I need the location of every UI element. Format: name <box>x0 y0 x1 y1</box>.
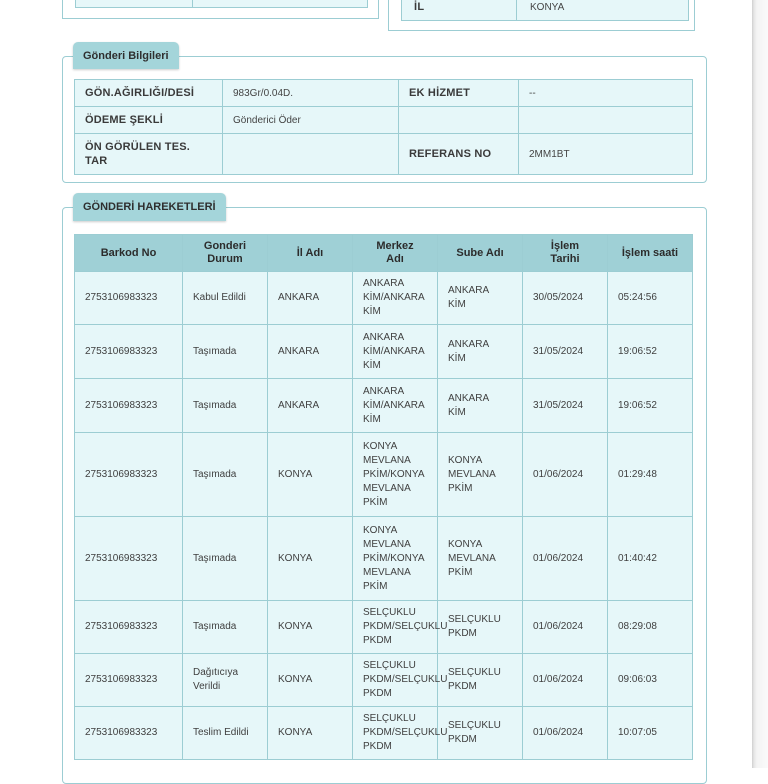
center-text: KONYA MEVLANA PKİM/KONYA MEVLANA PKİM <box>363 440 424 508</box>
expected-date-value <box>223 134 399 175</box>
center-cell <box>353 272 438 325</box>
barcode-cell: 2753106983323 <box>75 272 183 325</box>
table-row <box>75 433 693 517</box>
top-left-row <box>75 0 368 8</box>
center-text: SELÇUKLU PKDM/SELÇUKLU PKDM <box>363 607 448 646</box>
branch-text: KONYA MEVLANA PKİM <box>448 454 496 494</box>
branch-cell <box>438 325 523 379</box>
barcode-cell: 2753106983323 <box>75 654 183 707</box>
date-cell: 01/06/2024 <box>523 601 608 654</box>
city-cell: ANKARA <box>268 272 353 325</box>
weight-label: GÖN.AĞIRLIĞI/DESİ <box>75 80 223 107</box>
branch-text: ANKARA KİM <box>448 338 489 364</box>
empty-cell <box>399 107 519 134</box>
branch-cell <box>438 601 523 654</box>
shipment-info-title: Gönderi Bilgileri <box>73 42 179 69</box>
city-cell: KONYA <box>268 654 353 707</box>
barcode-cell: 2753106983323 <box>75 517 183 601</box>
center-cell <box>353 433 438 517</box>
column-header-branch: Sube Adı <box>438 235 523 272</box>
movements-table <box>74 234 693 760</box>
date-cell: 01/06/2024 <box>523 517 608 601</box>
city-cell: ANKARA <box>268 379 353 433</box>
status-cell: Teslim Edildi <box>183 707 268 760</box>
time-cell: 19:06:52 <box>608 325 693 379</box>
branch-text: ANKARA KİM <box>448 392 489 418</box>
branch-text: ANKARA KİM <box>448 285 489 310</box>
extra-service-value: -- <box>519 80 693 107</box>
center-cell <box>353 517 438 601</box>
column-header-status <box>183 235 268 272</box>
status-cell: Taşımada <box>183 433 268 517</box>
extra-service-label: EK HİZMET <box>399 80 519 107</box>
city-cell: KONYA <box>268 433 353 517</box>
table-row <box>75 707 693 760</box>
barcode-cell: 2753106983323 <box>75 601 183 654</box>
column-header-barcode: Barkod No <box>75 235 183 272</box>
center-cell <box>353 601 448 654</box>
branch-cell <box>438 272 523 325</box>
payment-label: ÖDEME ŞEKLİ <box>75 107 223 134</box>
table-row <box>75 517 693 601</box>
city-cell: KONYA <box>268 601 353 654</box>
center-text: SELÇUKLU PKDM/SELÇUKLU PKDM <box>363 713 448 752</box>
info-row <box>75 134 693 175</box>
barcode-cell: 2753106983323 <box>75 707 183 760</box>
branch-cell <box>438 379 523 433</box>
date-cell: 31/05/2024 <box>523 379 608 433</box>
date-cell: 30/05/2024 <box>523 272 608 325</box>
movements-title: GÖNDERİ HAREKETLERİ <box>73 193 226 221</box>
payment-value: Gönderici Öder <box>223 107 399 134</box>
city-cell: ANKARA <box>268 325 353 379</box>
time-cell: 01:29:48 <box>608 433 693 517</box>
date-cell: 01/06/2024 <box>523 707 608 760</box>
table-row <box>75 601 693 654</box>
center-cell <box>353 325 438 379</box>
center-text: ANKARA KİM/ANKARA KİM <box>363 331 425 371</box>
status-cell <box>183 654 268 707</box>
column-header-city: İl Adı <box>268 235 353 272</box>
city-row <box>401 0 689 21</box>
status-cell: Taşımada <box>183 325 268 379</box>
time-cell: 19:06:52 <box>608 379 693 433</box>
table-header-row <box>75 235 693 272</box>
expected-date-label: ÖN GÖRÜLEN TES. TAR <box>75 134 223 175</box>
center-text: KONYA MEVLANA PKİM/KONYA MEVLANA PKİM <box>363 524 424 592</box>
center-text: ANKARA KİM/ANKARA KİM <box>363 278 425 317</box>
status-cell: Taşımada <box>183 379 268 433</box>
status-cell: Taşımada <box>183 517 268 601</box>
weight-value: 983Gr/0.04D. <box>223 80 399 107</box>
barcode-cell: 2753106983323 <box>75 325 183 379</box>
branch-text: SELÇUKLU PKDM <box>448 720 501 745</box>
branch-text: KONYA MEVLANA PKİM <box>448 538 496 578</box>
status-cell: Kabul Edildi <box>183 272 268 325</box>
column-header-center-text: Merkez Adı <box>376 240 414 265</box>
center-cell <box>353 654 448 707</box>
info-row <box>75 80 693 107</box>
center-text: SELÇUKLU PKDM/SELÇUKLU PKDM <box>363 660 448 699</box>
time-cell: 01:40:42 <box>608 517 693 601</box>
reference-value: 2MM1BT <box>519 134 693 175</box>
branch-cell <box>438 654 523 707</box>
top-right-panel <box>388 0 695 31</box>
info-row <box>75 107 693 134</box>
table-row <box>75 379 693 433</box>
table-row <box>75 654 693 707</box>
city-label: İL <box>414 1 425 13</box>
time-cell: 09:06:03 <box>608 654 693 707</box>
status-text: Dağıtıcıya Verildi <box>193 667 239 692</box>
column-header-time: İşlem saati <box>608 235 693 272</box>
barcode-cell: 2753106983323 <box>75 379 183 433</box>
date-cell: 01/06/2024 <box>523 654 608 707</box>
status-cell: Taşımada <box>183 601 268 654</box>
center-text: ANKARA KİM/ANKARA KİM <box>363 385 425 425</box>
city-cell: KONYA <box>268 707 353 760</box>
empty-cell <box>519 107 693 134</box>
column-header-date-text: İşlem Tarihi <box>550 240 580 265</box>
city-cell: KONYA <box>268 517 353 601</box>
city-value: KONYA <box>530 2 565 13</box>
table-row <box>75 325 693 379</box>
shipment-info-table <box>74 79 693 175</box>
center-cell <box>353 707 448 760</box>
table-row <box>75 272 693 325</box>
reference-label: REFERANS NO <box>399 134 519 175</box>
barcode-cell: 2753106983323 <box>75 433 183 517</box>
page-edge-shadow <box>752 0 768 768</box>
branch-text: SELÇUKLU PKDM <box>448 667 501 692</box>
branch-cell <box>438 707 523 760</box>
branch-cell <box>438 517 523 601</box>
top-left-panel <box>62 0 379 19</box>
column-header-status-text: Gonderi Durum <box>203 240 247 265</box>
time-cell: 05:24:56 <box>608 272 693 325</box>
time-cell: 08:29:08 <box>608 601 693 654</box>
column-header-center <box>353 235 438 272</box>
center-cell <box>353 379 438 433</box>
branch-text: SELÇUKLU PKDM <box>448 614 501 639</box>
date-cell: 01/06/2024 <box>523 433 608 517</box>
date-cell: 31/05/2024 <box>523 325 608 379</box>
time-cell: 10:07:05 <box>608 707 693 760</box>
column-header-date <box>523 235 608 272</box>
branch-cell <box>438 433 523 517</box>
